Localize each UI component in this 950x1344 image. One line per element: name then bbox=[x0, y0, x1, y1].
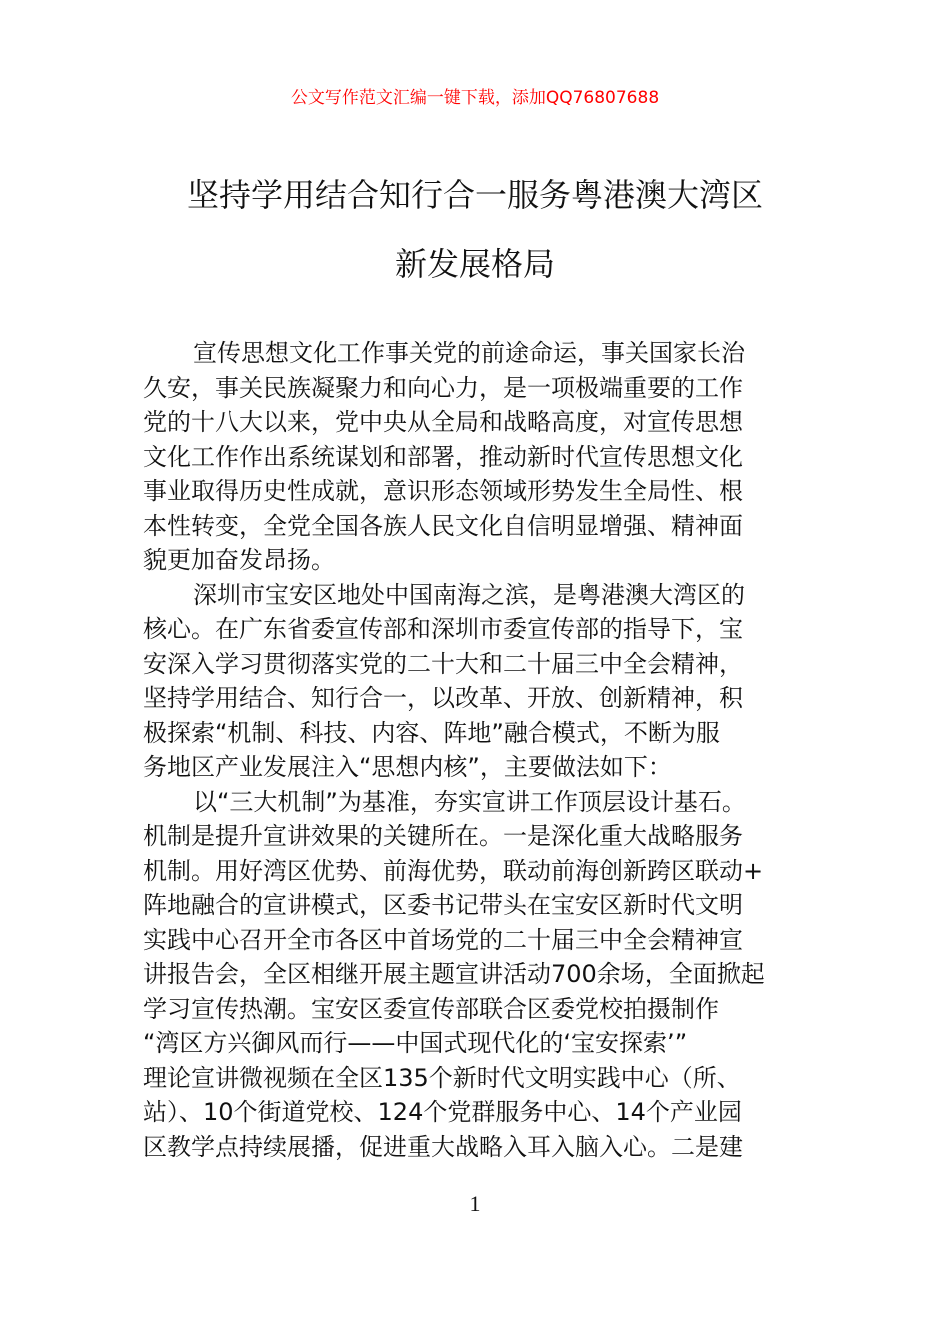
body-line: 站）、10个街道党校、124个党群服务中心、14个产业园 bbox=[143, 1098, 742, 1126]
document-title-line-1: 坚持学用结合知行合一服务粤港澳大湾区 bbox=[186, 176, 763, 214]
body-line: 宣传思想文化工作事关党的前途命运，事关国家长治 bbox=[193, 339, 745, 367]
body-line: 本性转变，全党全国各族人民文化自信明显增强、精神面 bbox=[143, 511, 743, 540]
body-line: 理论宣讲微视频在全区135个新时代文明实践中心（所、 bbox=[143, 1063, 741, 1092]
download-promo-note: 公文写作范文汇编一键下载，添加QQ76807688 bbox=[290, 88, 660, 108]
body-line: 安深入学习贯彻落实党的二十大和二十届三中全会精神， bbox=[143, 649, 743, 678]
body-line: 事业取得历史性成就，意识形态领域形势发生全局性、根 bbox=[143, 477, 743, 505]
body-line: 阵地融合的宣讲模式，区委书记带头在宝安区新时代文明 bbox=[143, 891, 743, 919]
body-line: 核心。在广东省委宣传部和深圳市委宣传部的指导下，宝 bbox=[143, 615, 743, 643]
body-line: 区教学点持续展播，促进重大战略入耳入脑入心。二是建 bbox=[143, 1132, 743, 1161]
body-line: 文化工作作出系统谋划和部署，推动新时代宣传思想文化 bbox=[143, 442, 743, 471]
body-line: 貌更加奋发昂扬。 bbox=[143, 546, 335, 574]
body-line: 讲报告会，全区相继开展主题宣讲活动700余场，全面掀起 bbox=[143, 960, 765, 988]
body-line: 实践中心召开全市各区中首场党的二十届三中全会精神宣 bbox=[143, 925, 743, 954]
body-line: “湾区方兴御风而行——中国式现代化的‘宝安探索’” bbox=[143, 1029, 688, 1057]
document-title-line-2: 新发展格局 bbox=[394, 245, 555, 283]
body-line: 机制是提升宣讲效果的关键所在。一是深化重大战略服务 bbox=[143, 822, 743, 850]
body-line: 坚持学用结合、知行合一，以改革、开放、创新精神，积 bbox=[143, 684, 743, 712]
document-body bbox=[143, 336, 833, 1164]
body-line: 党的十八大以来，党中央从全局和战略高度，对宣传思想 bbox=[143, 408, 743, 436]
body-line: 学习宣传热潮。宝安区委宣传部联合区委党校拍摄制作 bbox=[143, 994, 719, 1023]
body-line: 深圳市宝安区地处中国南海之滨，是粤港澳大湾区的 bbox=[193, 580, 745, 609]
body-line: 务地区产业发展注入“思想内核”，主要做法如下： bbox=[143, 753, 672, 781]
body-line: 机制。用好湾区优势、前海优势，联动前海创新跨区联动+ bbox=[143, 856, 764, 885]
page-number: 1 bbox=[469, 1191, 481, 1216]
body-line: 久安，事关民族凝聚力和向心力，是一项极端重要的工作 bbox=[143, 373, 743, 402]
body-line: 以“三大机制”为基准，夯实宣讲工作顶层设计基石。 bbox=[193, 787, 746, 816]
body-line: 极探索“机制、科技、内容、阵地”融合模式，不断为服 bbox=[143, 718, 720, 747]
